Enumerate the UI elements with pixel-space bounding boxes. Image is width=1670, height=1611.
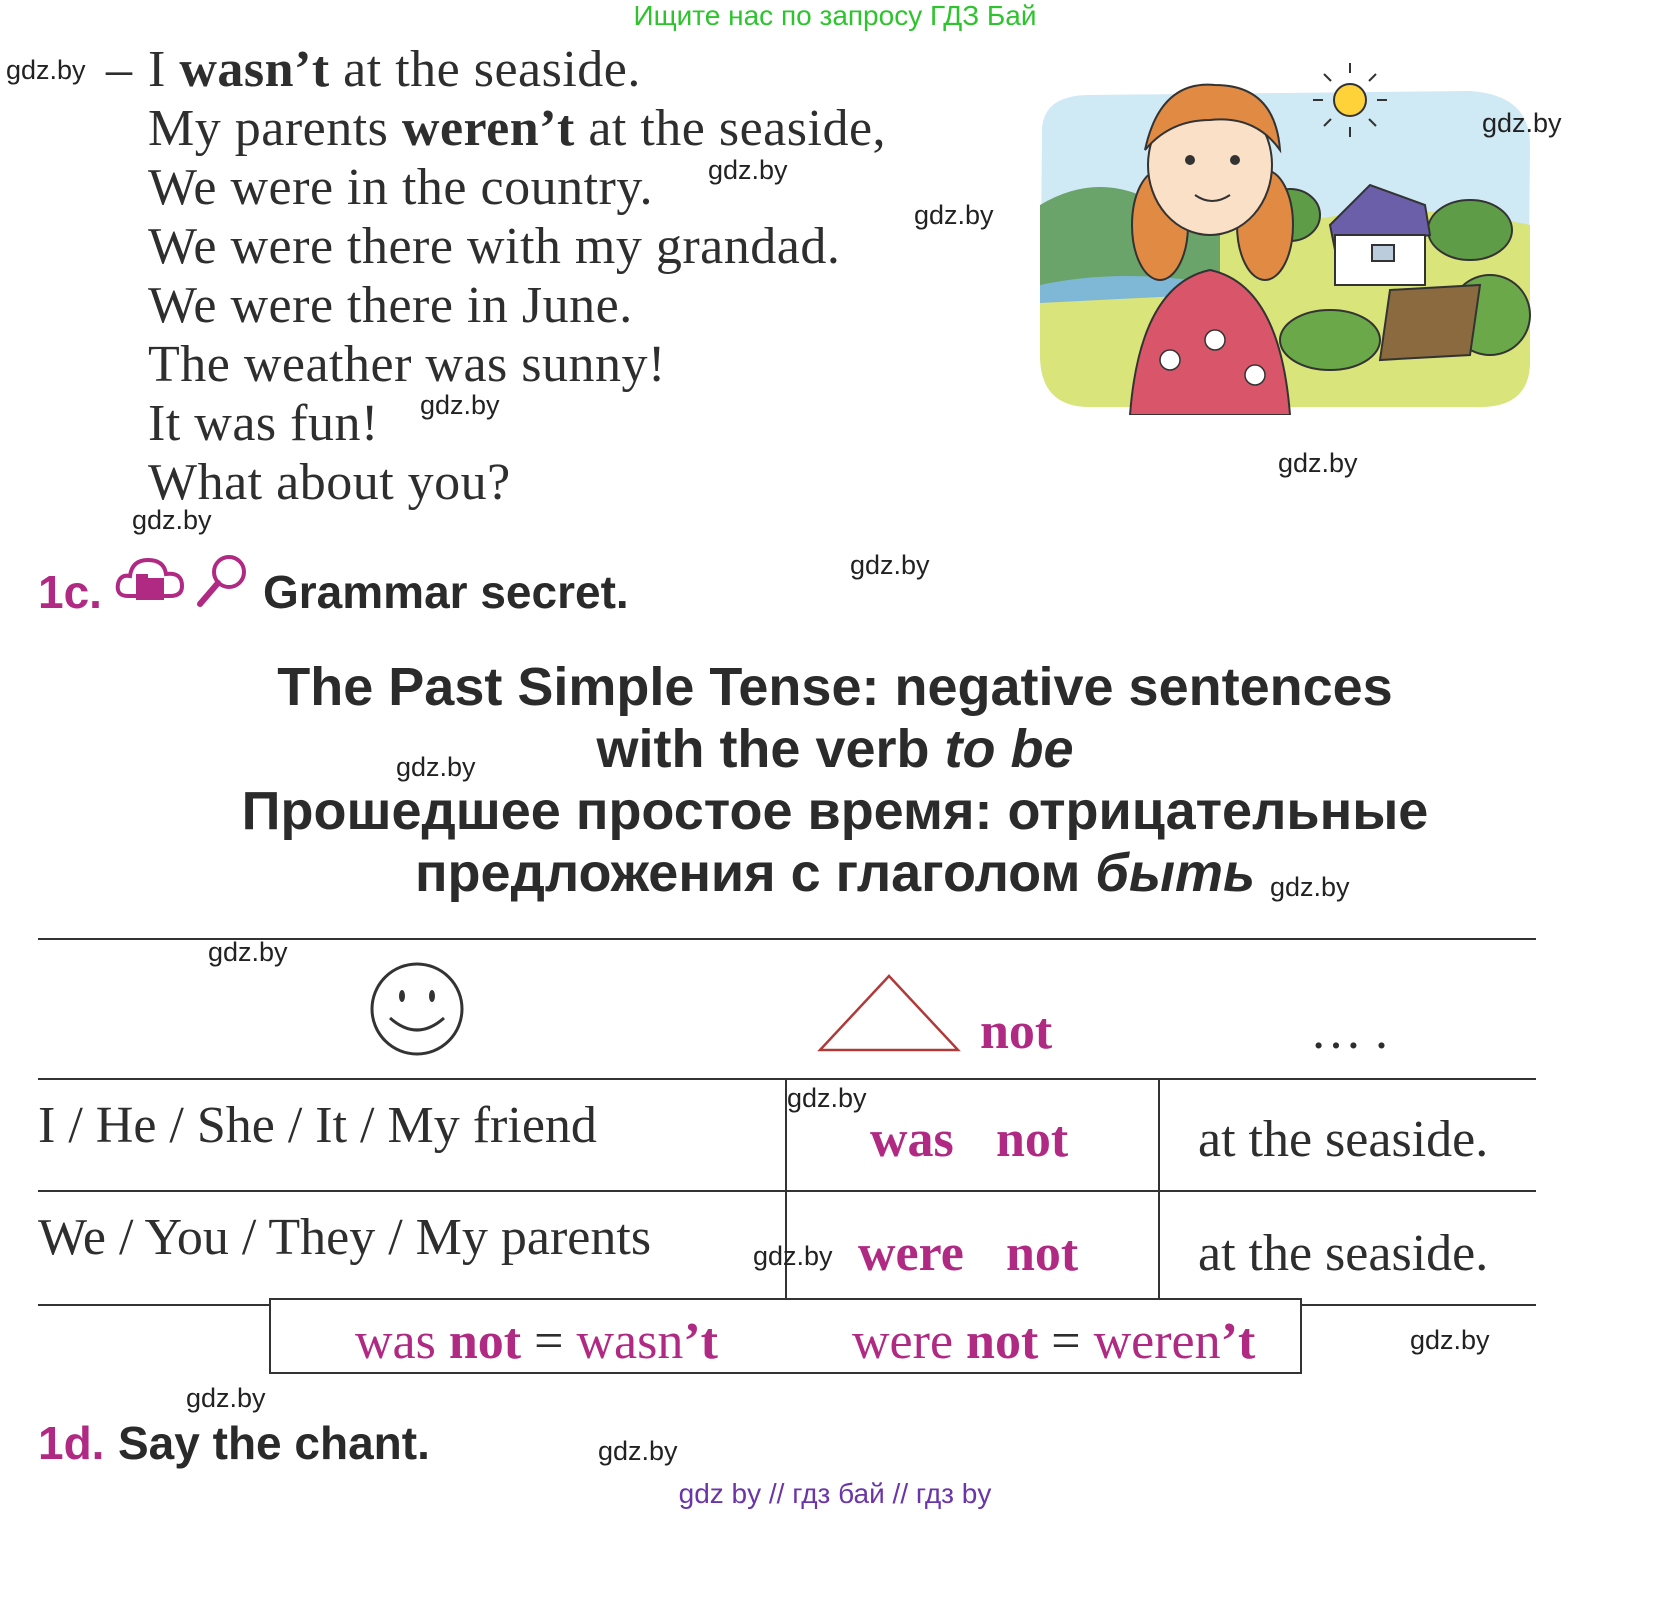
- poem-line-6: The weather was sunny!: [148, 336, 666, 393]
- girl-countryside-illustration: [1030, 55, 1535, 415]
- watermark: gdz.by: [598, 1436, 678, 1466]
- header-not: not: [980, 1003, 1053, 1060]
- contraction-were: were not = weren’t: [852, 1313, 1256, 1370]
- table-bottom-rule: [1300, 1304, 1536, 1306]
- triangle-icon: [816, 972, 962, 1054]
- table-col-divider: [1158, 1078, 1160, 1300]
- watermark: gdz.by: [787, 1083, 867, 1113]
- table-row-2-verb: were: [858, 1225, 964, 1282]
- poem-line-8: What about you?: [148, 454, 511, 511]
- contraction-was: was not = wasn’t: [355, 1313, 718, 1370]
- watermark: gdz.by: [1482, 108, 1562, 138]
- watermark: gdz.by: [914, 200, 994, 230]
- header-dots: … .: [1310, 1003, 1388, 1060]
- table-row-1-subject: I / He / She / It / My friend: [38, 1097, 597, 1154]
- table-row-1-neg: not: [996, 1111, 1069, 1168]
- watermark: gdz.by: [420, 390, 500, 420]
- smiley-icon: [368, 960, 466, 1058]
- section-number-1d: 1d.: [38, 1417, 105, 1469]
- section-title-grammar-secret: Grammar secret.: [263, 566, 629, 618]
- cloud-folder-icon: [114, 552, 188, 608]
- watermark: gdz.by: [208, 937, 288, 967]
- section-title-say-the-chant: Say the chant.: [118, 1417, 430, 1469]
- watermark: gdz.by: [1270, 872, 1350, 902]
- watermark: gdz.by: [6, 55, 86, 85]
- table-row-2-rest: at the seaside.: [1198, 1225, 1489, 1282]
- watermark: gdz.by: [396, 752, 476, 782]
- poem-line-2: My parents weren’t at the seaside,: [148, 100, 887, 157]
- table-row-rule: [38, 1190, 1536, 1192]
- poem-line-5: We were there in June.: [148, 277, 633, 334]
- section-number-1c: 1c.: [38, 566, 102, 618]
- heading-line-4: предложения с глаголом быть: [414, 843, 1256, 903]
- poem-line-4: We were there with my grandad.: [148, 218, 841, 275]
- table-row-1-rest: at the seaside.: [1198, 1111, 1489, 1168]
- watermark: gdz.by: [132, 505, 212, 535]
- watermark: gdz.by: [753, 1241, 833, 1271]
- poem-line-3: We were in the country.: [148, 159, 653, 216]
- watermark: gdz.by: [708, 155, 788, 185]
- table-row-1-verb: was: [870, 1111, 954, 1168]
- poem-line-1: I wasn’t at the seaside.: [148, 41, 641, 98]
- table-row-2-neg: not: [1006, 1225, 1079, 1282]
- table-row-rule: [38, 1078, 1536, 1080]
- magnifier-icon: [194, 552, 252, 610]
- footer-watermark: gdz by // гдз бай // гдз by: [678, 1478, 992, 1509]
- heading-line-2: with the verb to be: [596, 719, 1074, 779]
- top-banner: Ищите нас по запросу ГДЗ Бай: [633, 0, 1037, 31]
- poem-dash: –: [106, 41, 132, 98]
- table-row-2-subject: We / You / They / My parents: [38, 1209, 652, 1266]
- watermark: gdz.by: [850, 550, 930, 580]
- heading-line-3: Прошедшее простое время: отрицательные: [241, 781, 1429, 841]
- watermark: gdz.by: [1410, 1325, 1490, 1355]
- poem-line-7: It was fun!: [148, 395, 379, 452]
- watermark: gdz.by: [1278, 448, 1358, 478]
- heading-line-1: The Past Simple Tense: negative sentences: [277, 657, 1393, 717]
- table-bottom-rule: [38, 1304, 270, 1306]
- watermark: gdz.by: [186, 1383, 266, 1413]
